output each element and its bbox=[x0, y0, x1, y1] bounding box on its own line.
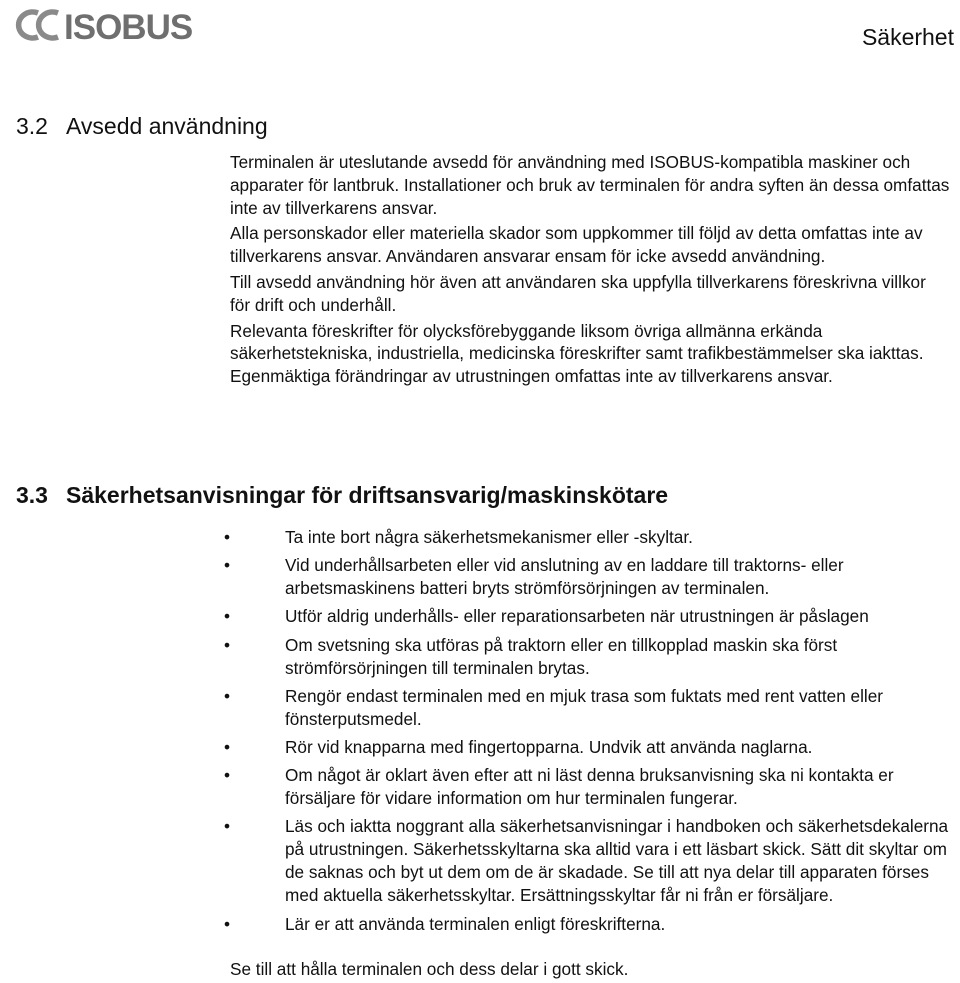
list-item bbox=[222, 605, 952, 628]
section-number: 3.2 bbox=[16, 113, 48, 139]
section-title: Säkerhetsanvisningar för driftsansvarig/maskinskötare bbox=[66, 482, 669, 508]
list-item-text: Rengör endast terminalen med en mjuk trasa som fuktats med rent vatten eller fönsterputsmedel. bbox=[285, 685, 884, 729]
bullet-icon: • bbox=[224, 765, 231, 786]
list-item-text: Om svetsning ska utföras på traktorn eller en tillkopplad maskin ska först strömförsörjningen till terminalen brytas. bbox=[285, 634, 838, 678]
list-item bbox=[222, 634, 952, 680]
list-item bbox=[222, 554, 952, 600]
page-title: Säkerhet bbox=[861, 24, 954, 50]
list-item bbox=[222, 815, 952, 907]
section-heading-3-3 bbox=[16, 482, 668, 509]
list-item bbox=[222, 526, 952, 549]
bullet-icon: • bbox=[224, 606, 231, 627]
paragraph: Terminalen är uteslutande avsedd för användning med ISOBUS-kompatibla maskiner och apparater för lantbruk. Installationer och bruk av terminalen för andra syften än dessa omfattas inte av tillverkarens ansvar. bbox=[230, 152, 950, 218]
bullet-icon: • bbox=[224, 736, 231, 757]
section-3-2-body bbox=[230, 151, 950, 391]
list-item bbox=[222, 764, 952, 810]
bullet-icon: • bbox=[224, 527, 231, 547]
bullet-icon: • bbox=[224, 816, 231, 837]
list-item bbox=[222, 913, 952, 936]
list-item-text: Om något är oklart även efter att ni läst denna bruksanvisning ska ni kontakta er försäljare för vidare information om hur terminalen fungerar. bbox=[285, 765, 894, 809]
list-item-text: Läs och iaktta noggrant alla säkerhetsanvisningar i handboken och säkerhetsdekalerna på utrustningen. Säkerhetsskyltarna ska alltid vara i ett läsbart skick. Sätt dit skyltar om de saknas och byt ut dem om de är skadade. Se till att nya delar till apparaten förses med aktuella säkerhetsskyltar. Ersättningsskyltar får ni från er försäljare. bbox=[285, 816, 949, 906]
list-item-text: Rör vid knapparna med fingertopparna. Undvik att använda naglarna. bbox=[285, 736, 813, 757]
list-item-text: Utför aldrig underhålls- eller reparationsarbeten när utrustningen är påslagen bbox=[285, 606, 869, 627]
paragraph: Till avsedd användning hör även att användaren ska uppfylla tillverkarens föreskrivna villkor för drift och underhåll. bbox=[230, 271, 926, 315]
paragraph: Relevanta föreskrifter för olycksförebyggande liksom övriga allmänna erkända säkerhetstekniska, industriella, medicinska föreskrifter samt trafikbestämmelser ska iakttas. Egenmäktiga förändringar av utrustningen omfattas inte av tillverkarens ansvar. bbox=[230, 320, 924, 387]
safety-bullet-list bbox=[222, 526, 952, 941]
section-number: 3.3 bbox=[16, 482, 48, 508]
isobus-logo bbox=[14, 4, 224, 46]
bullet-icon: • bbox=[224, 685, 231, 706]
paragraph: Alla personskador eller materiella skador som uppkommer till följd av detta omfattas inte av tillverkarens ansvar. Användaren ansvarar ensam för icke avsedd användning. bbox=[230, 223, 923, 267]
list-item bbox=[222, 736, 952, 759]
section-heading-3-2 bbox=[16, 113, 268, 140]
list-item-text: Vid underhållsarbeten eller vid anslutning av en laddare till traktorns- eller arbetsmaskinens batteri bryts strömförsörjningen av terminalen. bbox=[285, 555, 844, 599]
list-item-text: Ta inte bort några säkerhetsmekanismer eller -skyltar. bbox=[285, 527, 693, 547]
section-title: Avsedd användning bbox=[66, 113, 268, 139]
closing-note: Se till att hålla terminalen och dess delar i gott skick. bbox=[230, 959, 629, 979]
list-item bbox=[222, 685, 952, 731]
bullet-icon: • bbox=[224, 634, 231, 655]
bullet-icon: • bbox=[224, 555, 231, 576]
bullet-icon: • bbox=[224, 913, 231, 934]
svg-text:ISOBUS: ISOBUS bbox=[64, 8, 193, 46]
list-item-text: Lär er att använda terminalen enligt föreskrifterna. bbox=[285, 913, 666, 934]
